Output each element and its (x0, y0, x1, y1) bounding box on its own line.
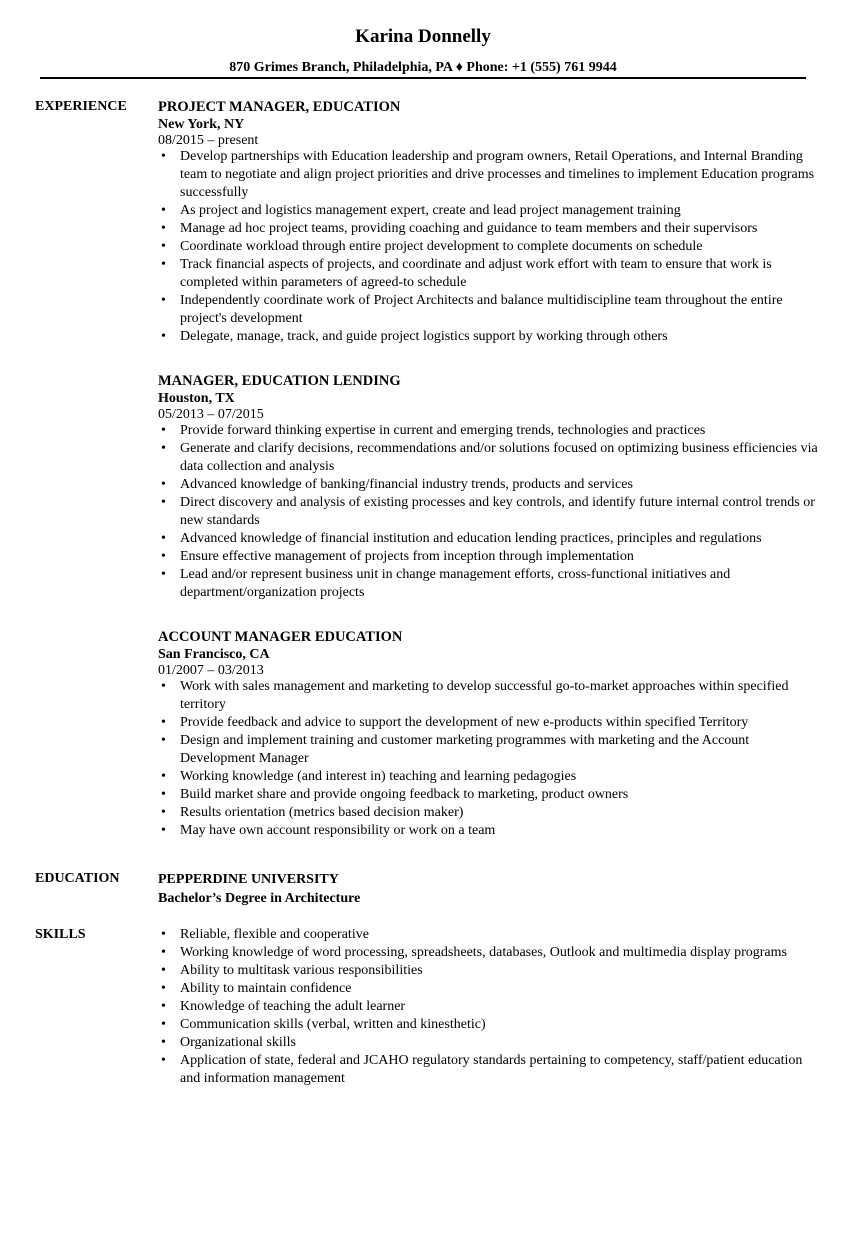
candidate-name: Karina Donnelly (355, 26, 491, 47)
job-bullets (158, 148, 818, 346)
education-label: EDUCATION (35, 871, 120, 886)
list-item: • May have own account responsibility or work on a team (158, 822, 818, 840)
job-bullets (158, 422, 818, 602)
list-item: • Generate and clarify decisions, recommendations and/or solutions focused on optimizing business efficiencies via data collection and analysis (158, 440, 818, 476)
list-item: • Independently coordinate work of Project Architects and balance multidiscipline team throughout the entire project's development (158, 292, 818, 328)
education-entry (158, 870, 818, 908)
skills-bullets (158, 926, 818, 1088)
contact-line: 870 Grimes Branch, Philadelphia, PA ♦ Phone: +1 (555) 761 9944 (229, 60, 617, 75)
list-item: • Develop partnerships with Education leadership and program owners, Retail Operations, and Internal Branding team to negotiate and align project priorities and drive processes and timelines to implement Education programs successfully (158, 148, 818, 202)
list-item: • Ensure effective management of projects from inception through implementation (158, 548, 818, 566)
experience-label: EXPERIENCE (35, 99, 127, 114)
list-item: • Coordinate workload through entire project development to complete documents on schedule (158, 238, 818, 256)
list-item: • Organizational skills (158, 1034, 818, 1052)
skills-list (158, 926, 818, 1088)
skills-label: SKILLS (35, 927, 86, 942)
list-item: • Working knowledge of word processing, spreadsheets, databases, Outlook and multimedia display programs (158, 944, 818, 962)
job-location: Houston, TX (158, 391, 235, 406)
list-item: • Communication skills (verbal, written and kinesthetic) (158, 1016, 818, 1034)
list-item: • Design and implement training and customer marketing programmes with marketing and the Account Development Manager (158, 732, 818, 768)
list-item: • Advanced knowledge of banking/financial industry trends, products and services (158, 476, 818, 494)
list-item: • As project and logistics management expert, create and lead project management training (158, 202, 818, 220)
list-item: • Lead and/or represent business unit in change management efforts, cross-functional initiatives and department/organization projects (158, 566, 818, 602)
job-bullets (158, 678, 818, 840)
list-item: • Knowledge of teaching the adult learner (158, 998, 818, 1016)
list-item: • Provide forward thinking expertise in current and emerging trends, technologies and practices (158, 422, 818, 440)
job-title: ACCOUNT MANAGER EDUCATION (158, 629, 403, 645)
job-title: MANAGER, EDUCATION LENDING (158, 373, 401, 389)
list-item: • Ability to multitask various responsibilities (158, 962, 818, 980)
job-dates: 05/2013 – 07/2015 (158, 407, 264, 422)
list-item: • Results orientation (metrics based decision maker) (158, 804, 818, 822)
list-item: • Manage ad hoc project teams, providing coaching and guidance to team members and their supervisors (158, 220, 818, 238)
job-location: New York, NY (158, 117, 245, 132)
list-item: • Provide feedback and advice to support the development of new e-products within specified Territory (158, 714, 818, 732)
job-dates: 01/2007 – 03/2013 (158, 663, 264, 678)
school-name: PEPPERDINE UNIVERSITY (158, 872, 339, 887)
list-item: • Working knowledge (and interest in) teaching and learning pedagogies (158, 768, 818, 786)
list-item: • Application of state, federal and JCAHO regulatory standards pertaining to competency, staff/patient education and information management (158, 1052, 818, 1088)
job-entry (158, 628, 818, 840)
list-item: • Ability to maintain confidence (158, 980, 818, 998)
list-item: • Advanced knowledge of financial institution and education lending practices, principles and regulations (158, 530, 818, 548)
job-entry (158, 98, 818, 346)
job-dates: 08/2015 – present (158, 133, 259, 148)
list-item: • Reliable, flexible and cooperative (158, 926, 818, 944)
header-divider (40, 77, 806, 79)
degree: Bachelor’s Degree in Architecture (158, 891, 361, 906)
job-location: San Francisco, CA (158, 647, 270, 662)
list-item: • Delegate, manage, track, and guide project logistics support by working through others (158, 328, 818, 346)
list-item: • Direct discovery and analysis of existing processes and key controls, and identify future internal control trends or new standards (158, 494, 818, 530)
list-item: • Work with sales management and marketing to develop successful go-to-market approaches within specified territory (158, 678, 818, 714)
list-item: • Track financial aspects of projects, and coordinate and adjust work effort with team to ensure that work is completed within parameters of agreed-to schedule (158, 256, 818, 292)
job-entry (158, 372, 818, 602)
list-item: • Build market share and provide ongoing feedback to marketing, product owners (158, 786, 818, 804)
job-title: PROJECT MANAGER, EDUCATION (158, 99, 401, 115)
